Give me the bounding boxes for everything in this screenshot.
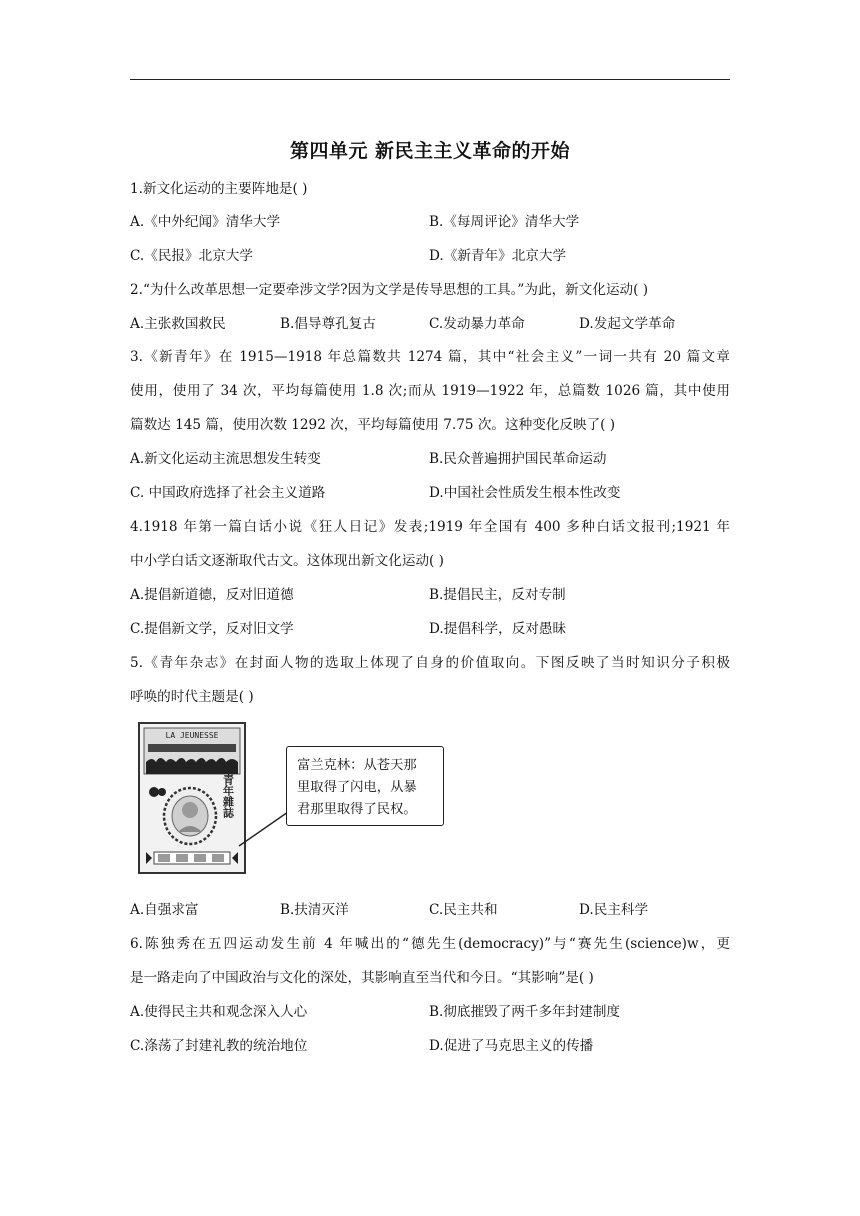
header-rule — [130, 79, 730, 80]
q1-option-a: A.《中外纪闻》清华大学 — [130, 214, 281, 230]
q5-option-c: C.民主共和 — [429, 902, 498, 918]
q3-option-c: C. 中国政府选择了社会主义道路 — [130, 485, 326, 501]
q5-option-b: B.扶清灭洋 — [280, 902, 349, 918]
question-6-line-1: 6.陈独秀在五四运动发生前 4 年喊出的“德先生(democracy)”与“赛先生(science)w，更 — [130, 936, 730, 952]
q2-option-a: A.主张救国救民 — [130, 316, 226, 332]
q2-option-c: C.发动暴力革命 — [429, 316, 525, 332]
q4-option-b: B.提倡民主，反对专制 — [429, 587, 566, 603]
q6-option-b: B.彻底摧毁了两千多年封建制度 — [429, 1004, 621, 1020]
q4-option-c: C.提倡新文学，反对旧文学 — [130, 621, 294, 637]
q2-option-d: D.发起文学革命 — [579, 316, 676, 332]
magazine-cover-image — [138, 722, 246, 874]
q3-option-a: A.新文化运动主流思想发生转变 — [130, 451, 321, 467]
q1-option-c: C.《民报》北京大学 — [130, 248, 253, 264]
question-6-line-2: 是一路走向了中国政治与文化的深处，其影响直至当代和今日。“其影响”是( ) — [130, 970, 594, 986]
q1-option-b: B.《每周评论》清华大学 — [429, 214, 580, 230]
bubble-line-1: 富兰克林：从苍天那 — [297, 758, 417, 773]
question-1-stem: 1.新文化运动的主要阵地是( ) — [130, 181, 308, 197]
cover-side-title: 青年雜誌 — [221, 774, 235, 818]
q6-option-a: A.使得民主共和观念深入人心 — [130, 1004, 308, 1020]
question-3-line-1: 3.《新青年》在 1915—1918 年总篇数共 1274 篇，其中“社会主义”一词一共有 20 篇文章 — [130, 349, 730, 365]
question-2-stem: 2.“为什么改革思想一定要牵涉文学?因为文学是传导思想的工具。”为此，新文化运动( ) — [130, 282, 649, 298]
speech-bubble — [286, 746, 444, 826]
question-5-line-1: 5.《青年杂志》在封面人物的选取上体现了自身的价值取向。下图反映了当时知识分子积极 — [130, 655, 730, 671]
bubble-line-2: 里取得了闪电，从暴 — [297, 780, 417, 795]
q1-option-d: D.《新青年》北京大学 — [429, 248, 567, 264]
cover-illustration — [140, 724, 244, 872]
question-3-line-2: 使用，使用了 34 次，平均每篇使用 1.8 次;而从 1919—1922 年，总篇数 1026 篇，其中使用 — [130, 383, 730, 399]
page-title: 第四单元 新民主主义革命的开始 — [289, 140, 571, 162]
q4-option-d: D.提倡科学，反对愚昧 — [429, 621, 567, 637]
question-4-line-1: 4.1918 年第一篇白话小说《狂人日记》发表;1919 年全国有 400 多种白话文报刊;1921 年 — [130, 519, 730, 535]
q4-option-a: A.提倡新道德，反对旧道德 — [130, 587, 294, 603]
q3-option-b: B.民众普遍拥护国民革命运动 — [429, 451, 607, 467]
question-3-line-3: 篇数达 145 篇，使用次数 1292 次，平均每篇使用 7.75 次。这种变化反映了( ) — [130, 417, 616, 433]
q5-option-d: D.民主科学 — [579, 902, 649, 918]
bubble-line-3: 君那里取得了民权。 — [297, 802, 417, 817]
q3-option-d: D.中国社会性质发生根本性改变 — [429, 485, 621, 501]
question-5-line-2: 呼唤的时代主题是( ) — [130, 689, 254, 705]
q2-option-b: B.倡导尊孔复古 — [280, 316, 376, 332]
q6-option-c: C.涤荡了封建礼教的统治地位 — [130, 1038, 308, 1054]
question-4-line-2: 中小学白话文逐渐取代古文。这体现出新文化运动( ) — [130, 553, 444, 569]
cover-title: LA JEUNESSE — [165, 731, 219, 740]
q6-option-d: D.促进了马克思主义的传播 — [429, 1038, 594, 1054]
q5-option-a: A.自强求富 — [130, 902, 199, 918]
